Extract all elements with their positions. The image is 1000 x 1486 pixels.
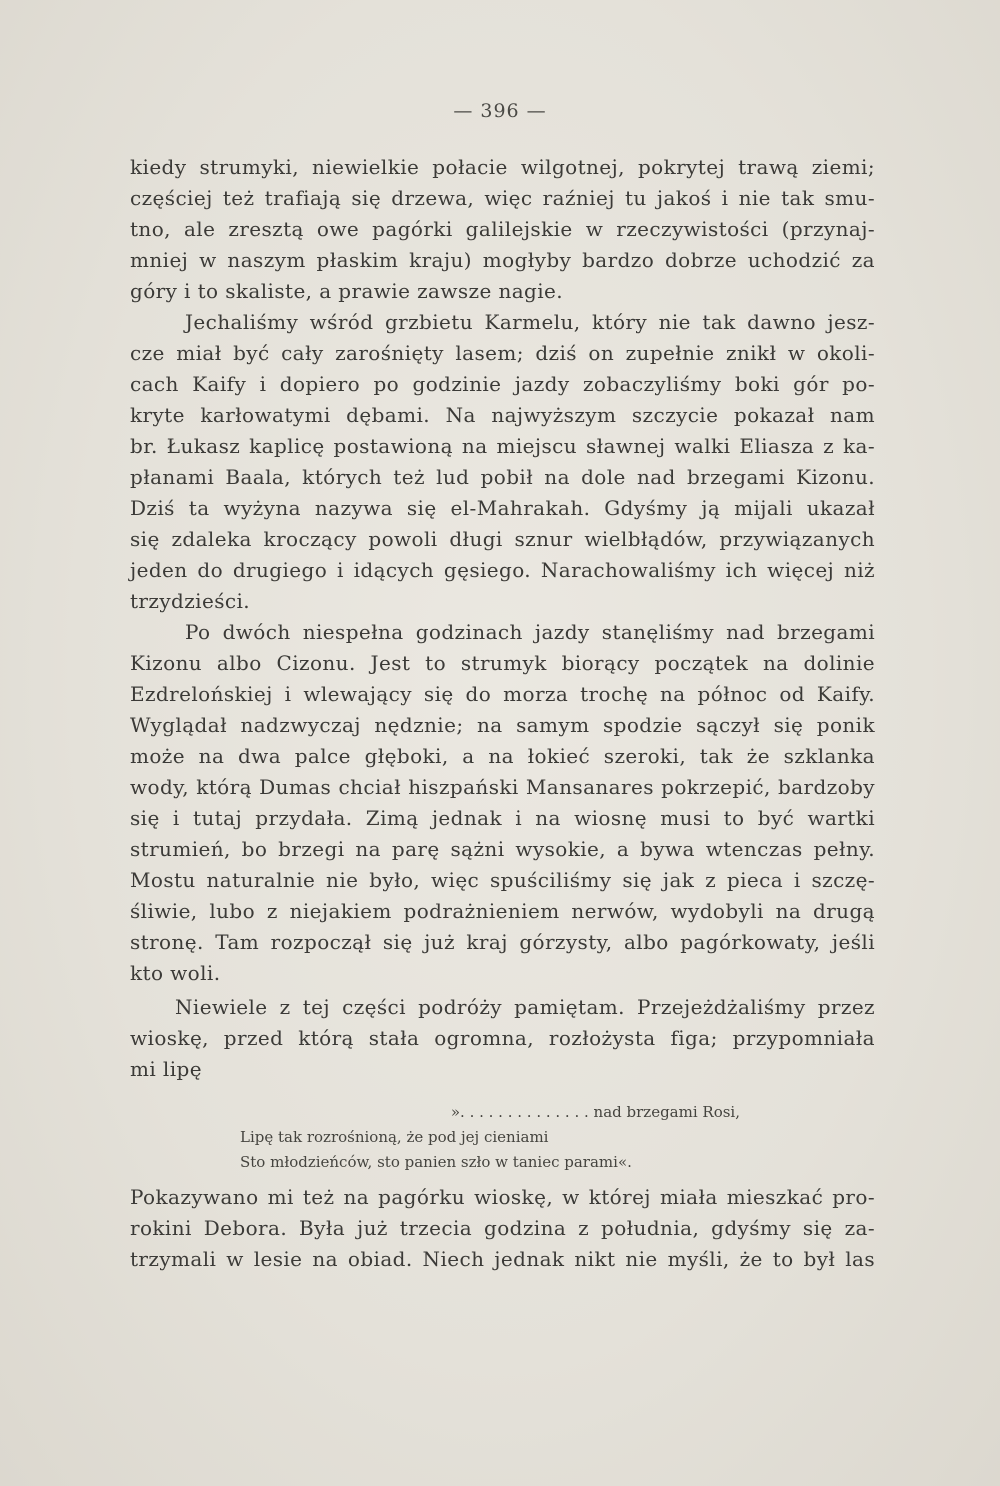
text-line: Po dwóch niespełna godzinach jazdy stanęliśmy nad brzegami xyxy=(185,620,875,644)
text-line: jeden do drugiego i idących gęsiego. Narachowaliśmy ich więcej niż xyxy=(130,558,875,582)
paragraph-3 xyxy=(130,617,875,989)
text-line: kryte karłowatymi dębami. Na najwyższym szczycie pokazał nam xyxy=(130,403,875,427)
text-line: Ezdrelońskiej i wlewający się do morza trochę na północ od Kaify. xyxy=(130,682,875,706)
paragraph-4 xyxy=(130,992,875,1085)
text-line: kto woli. xyxy=(130,961,221,985)
text-line: kiedy strumyki, niewielkie połacie wilgotnej, pokrytej trawą ziemi; xyxy=(130,155,875,179)
text-line: Dziś ta wyżyna nazywa się el-Mahrakah. Gdyśmy ją mijali ukazał xyxy=(130,496,875,520)
text-line: częściej też trafiają się drzewa, więc raźniej tu jakoś i nie tak smu- xyxy=(130,186,875,210)
page-number: — 396 — xyxy=(453,100,547,122)
text-line: mniej w naszym płaskim kraju) mogłyby bardzo dobrze uchodzić za xyxy=(130,248,875,272)
paragraph-2 xyxy=(130,307,875,617)
paragraph-1 xyxy=(130,152,875,307)
text-line: Jechaliśmy wśród grzbietu Karmelu, który nie tak dawno jesz- xyxy=(185,310,875,334)
text-line: może na dwa palce głęboki, a na łokieć szeroki, tak że szklanka xyxy=(130,744,875,768)
text-line: Pokazywano mi też na pagórku wioskę, w której miała mieszkać pro- xyxy=(130,1185,875,1209)
text-line: mi lipę xyxy=(130,1057,202,1081)
text-line: Niewiele z tej części podróży pamiętam. Przejeżdżaliśmy przez xyxy=(175,995,875,1019)
text-line: rokini Debora. Była już trzecia godzina z południa, gdyśmy się za- xyxy=(130,1216,875,1240)
text-line: wioskę, przed którą stała ogromna, rozłożysta figa; przypomniała xyxy=(130,1026,875,1050)
text-line: cach Kaify i dopiero po godzinie jazdy zobaczyliśmy boki gór po- xyxy=(130,372,875,396)
text-line: płanami Baala, których też lud pobił na dole nad brzegami Kizonu. xyxy=(130,465,875,489)
paragraph-5 xyxy=(130,1182,875,1275)
text-line: Mostu naturalnie nie było, więc spuściliśmy się jak z pieca i szczę- xyxy=(130,868,875,892)
text-line: góry i to skaliste, a prawie zawsze nagie. xyxy=(130,279,564,303)
text-line: cze miał być cały zarośnięty lasem; dziś on zupełnie znikł w okoli- xyxy=(130,341,875,365)
poem-line: Lipę tak rozrośnioną, że pod jej cieniami xyxy=(240,1128,549,1146)
text-line: trzymali w lesie na obiad. Niech jednak nikt nie myśli, że to był las xyxy=(130,1247,875,1271)
text-line: Kizonu albo Cizonu. Jest to strumyk biorący początek na dolinie xyxy=(130,651,875,675)
text-line: trzydzieści. xyxy=(130,589,251,613)
text-line: strumień, bo brzegi na parę sążni wysokie, a bywa wtenczas pełny. xyxy=(130,837,875,861)
text-line: się zdaleka kroczący powoli długi sznur wielbłądów, przywiązanych xyxy=(130,527,875,551)
text-line: br. Łukasz kaplicę postawioną na miejscu sławnej walki Eliasza z ka- xyxy=(130,434,875,458)
text-line: się i tutaj przydała. Zimą jednak i na wiosnę musi to być wartki xyxy=(130,806,875,830)
poem-line: Sto młodzieńców, sto panien szło w taniec parami«. xyxy=(240,1153,632,1171)
text-line: stronę. Tam rozpoczął się już kraj górzysty, albo pagórkowaty, jeśli xyxy=(130,930,875,954)
poem-quote xyxy=(240,1100,740,1175)
poem-line: ». . . . . . . . . . . . . . nad brzegami Rosi, xyxy=(450,1103,740,1121)
text-line: Wyglądał nadzwyczaj nędznie; na samym spodzie sączył się ponik xyxy=(130,713,875,737)
text-line: wody, którą Dumas chciał hiszpański Mansanares pokrzepić, bardzoby xyxy=(130,775,875,799)
text-line: śliwie, lubo z niejakiem podrażnieniem nerwów, wydobyli na drugą xyxy=(130,899,875,923)
text-line: tno, ale zresztą owe pagórki galilejskie w rzeczywistości (przynaj- xyxy=(130,217,875,241)
